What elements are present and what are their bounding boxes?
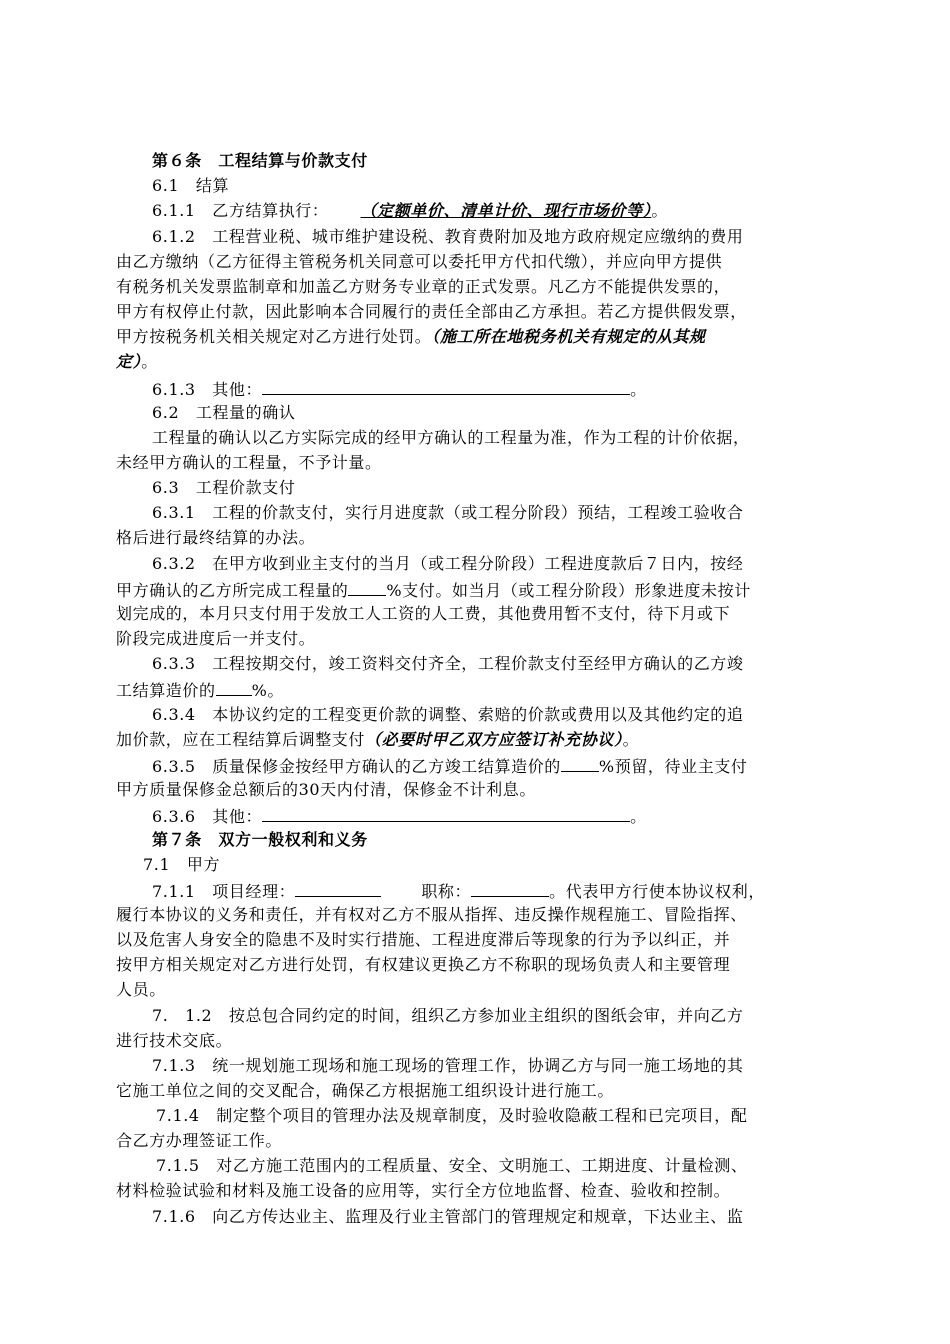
clause-7-1-1-line1 bbox=[152, 878, 882, 904]
clause-6-3-5-line1 bbox=[152, 753, 882, 779]
job-title-field[interactable] bbox=[471, 878, 549, 897]
clause-6-3-5-line2: 甲方质量保修金总额后的30天内付清，保修金不计利息。 bbox=[116, 780, 536, 799]
clause-text: %预留，待业主支付 bbox=[598, 757, 748, 776]
clause-6-3-2-line3: 划完成的，本月只支付用于发放工人工资的人工费，其他费用暂不支付，待下月或下 bbox=[116, 604, 731, 623]
clause-7-1-1-line2: 履行本协议的义务和责任，并有权对乙方不服从指挥、违反操作规程施工、冒险指挥、 bbox=[116, 905, 747, 924]
clause-6-1-2-line4: 甲方有权停止付款，因此影响本合同履行的责任全部由乙方承担。若乙方提供假发票， bbox=[116, 302, 747, 321]
clause-6-3-4-line2 bbox=[116, 728, 846, 752]
clause-6-3-2-line2 bbox=[116, 577, 846, 603]
clause-text: 。代表甲方行使本协议权利， bbox=[549, 882, 765, 901]
clause-6-3-4-line1: 6.3.4 本协议约定的工程变更价款的调整、索赔的价款或费用以及其他约定的追 bbox=[152, 705, 744, 724]
other-field-6-3-6[interactable] bbox=[262, 803, 630, 822]
section-7-1-heading: 7.1 甲方 bbox=[143, 855, 221, 874]
clause-note: 定） bbox=[116, 352, 142, 371]
clause-6-3-2-line1: 6.3.2 在甲方收到业主支付的当月（或工程分阶段）工程进度款后７日内，按经 bbox=[152, 554, 744, 573]
clause-7-1-5-line1: 7.1.5 对乙方施工范围内的工程质量、安全、文明施工、工期进度、计量检测、 bbox=[156, 1156, 748, 1175]
section-6-1-heading: 6.1 结算 bbox=[152, 176, 230, 195]
clause-6-1-2-line1: 6.1.2 工程营业税、城市维护建设税、教育费附加及地方政府规定应缴纳的费用 bbox=[152, 227, 744, 246]
clause-text: 。 bbox=[630, 807, 647, 826]
clause-text: %。 bbox=[251, 681, 285, 700]
clause-7-1-4-line2: 合乙方办理签证工作。 bbox=[116, 1131, 283, 1150]
clause-text: %支付。如当月（或工程分阶段）形象进度未按计 bbox=[386, 581, 751, 600]
clause-6-1-1 bbox=[152, 199, 882, 223]
clause-text: 。 bbox=[630, 380, 647, 399]
clause-text: 工结算造价的 bbox=[116, 681, 216, 700]
clause-6-3-1-line2: 格后进行最终结算的办法。 bbox=[116, 528, 316, 547]
article-7-title: 第７条 双方一般权利和义务 bbox=[152, 830, 368, 849]
section-6-3-heading: 6.3 工程价款支付 bbox=[152, 478, 296, 497]
clause-7-1-3-line1: 7.1.3 统一规划施工现场和施工现场的管理工作，协调乙方与同一施工场地的其 bbox=[152, 1056, 744, 1075]
percent-field-6-3-3[interactable] bbox=[216, 677, 252, 696]
settlement-method-field[interactable] bbox=[329, 201, 652, 220]
clause-7-1-2-line1: 7. 1.2 按总包合同约定的时间，组织乙方参加业主组织的图纸会审，并向乙方 bbox=[152, 1006, 744, 1025]
clause-note: （施工所在地税务机关有规定的从其规 bbox=[431, 327, 706, 346]
clause-7-1-1-line4: 按甲方相关规定对乙方进行处罚，有权建议更换乙方不称职的现场负责人和主要管理 bbox=[116, 955, 731, 974]
clause-7-1-3-line2: 它施工单位之间的交叉配合，确保乙方根据施工组织设计进行施工。 bbox=[116, 1081, 615, 1100]
section-6-2-line1: 工程量的确认以乙方实际完成的经甲方确认的工程量为准，作为工程的计价依据， bbox=[152, 428, 750, 447]
clause-7-1-1-line5: 人员。 bbox=[116, 980, 166, 999]
clause-text: 。 bbox=[622, 730, 640, 749]
clause-6-1-3 bbox=[152, 376, 882, 402]
clause-6-1-2-line2: 由乙方缴纳（乙方征得主管税务机关同意可以委托甲方代扣代缴），并应向甲方提供 bbox=[116, 252, 723, 271]
clause-7-1-5-line2: 材料检验试验和材料及施工设备的应用等，实行全方位地监督、检查、验收和控制。 bbox=[116, 1181, 731, 1200]
clause-7-1-1-line3: 以及危害人身安全的隐患不及时实行措施、工程进度滞后等现象的行为予以纠正，并 bbox=[116, 930, 731, 949]
clause-6-3-2-line4: 阶段完成进度后一并支付。 bbox=[116, 629, 316, 648]
clause-text: 甲方按税务机关相关规定对乙方进行处罚。 bbox=[116, 327, 432, 346]
clause-text: 。 bbox=[651, 201, 668, 220]
article-6-title: 第６条 工程结算与价款支付 bbox=[152, 151, 368, 170]
clause-6-3-3-line1: 6.3.3 工程按期交付，竣工资料交付齐全，工程价款支付至经甲方确认的乙方竣 bbox=[152, 654, 744, 673]
clause-text: 6.3.6 其他： bbox=[152, 807, 263, 826]
clause-6-3-6 bbox=[152, 803, 882, 829]
clause-6-1-2-line3: 有税务机关发票监制章和加盖乙方财务专业章的正式发票。凡乙方不能提供发票的， bbox=[116, 277, 731, 296]
clause-text: 7.1.1 项目经理： bbox=[152, 882, 296, 901]
clause-text: 6.3.5 质量保修金按经甲方确认的乙方竣工结算造价的 bbox=[152, 757, 561, 776]
section-6-2-line2: 未经甲方确认的工程量，不予计量。 bbox=[116, 453, 382, 472]
clause-text: 甲方确认的乙方所完成工程量的 bbox=[116, 581, 349, 600]
clause-6-1-2-line5 bbox=[116, 325, 846, 349]
clause-7-1-4-line1: 7.1.4 制定整个项目的管理办法及规章制度，及时验收隐蔽工程和已完项目，配 bbox=[156, 1106, 748, 1125]
clause-6-1-2-line6 bbox=[116, 350, 846, 374]
clause-6-3-1-line1: 6.3.1 工程的价款支付，实行月进度款（或工程分阶段）预结，工程竣工验收合 bbox=[152, 503, 744, 522]
clause-7-1-6-line1: 7.1.6 向乙方传达业主、监理及行业主管部门的管理规定和规章，下达业主、监 bbox=[152, 1207, 744, 1226]
other-field-6-1-3[interactable] bbox=[262, 376, 630, 395]
settlement-method-hint: （定额单价、清单计价、现行市场价等） bbox=[360, 201, 652, 220]
clause-text: 职称： bbox=[421, 882, 472, 901]
clause-text: 。 bbox=[141, 352, 158, 371]
clause-text: 6.1.1 乙方结算执行： bbox=[152, 201, 329, 220]
clause-text: 加价款，应在工程结算后调整支付 bbox=[116, 730, 366, 749]
percent-field-6-3-5[interactable] bbox=[561, 753, 599, 772]
percent-field-6-3-2[interactable] bbox=[348, 577, 386, 596]
clause-6-3-3-line2 bbox=[116, 677, 846, 703]
clause-text: 6.1.3 其他： bbox=[152, 380, 263, 399]
section-6-2-heading: 6.2 工程量的确认 bbox=[152, 403, 296, 422]
clause-7-1-2-line2: 进行技术交底。 bbox=[116, 1031, 233, 1050]
project-manager-field[interactable] bbox=[295, 878, 381, 897]
clause-note: （必要时甲乙双方应签订补充协议） bbox=[365, 730, 623, 749]
